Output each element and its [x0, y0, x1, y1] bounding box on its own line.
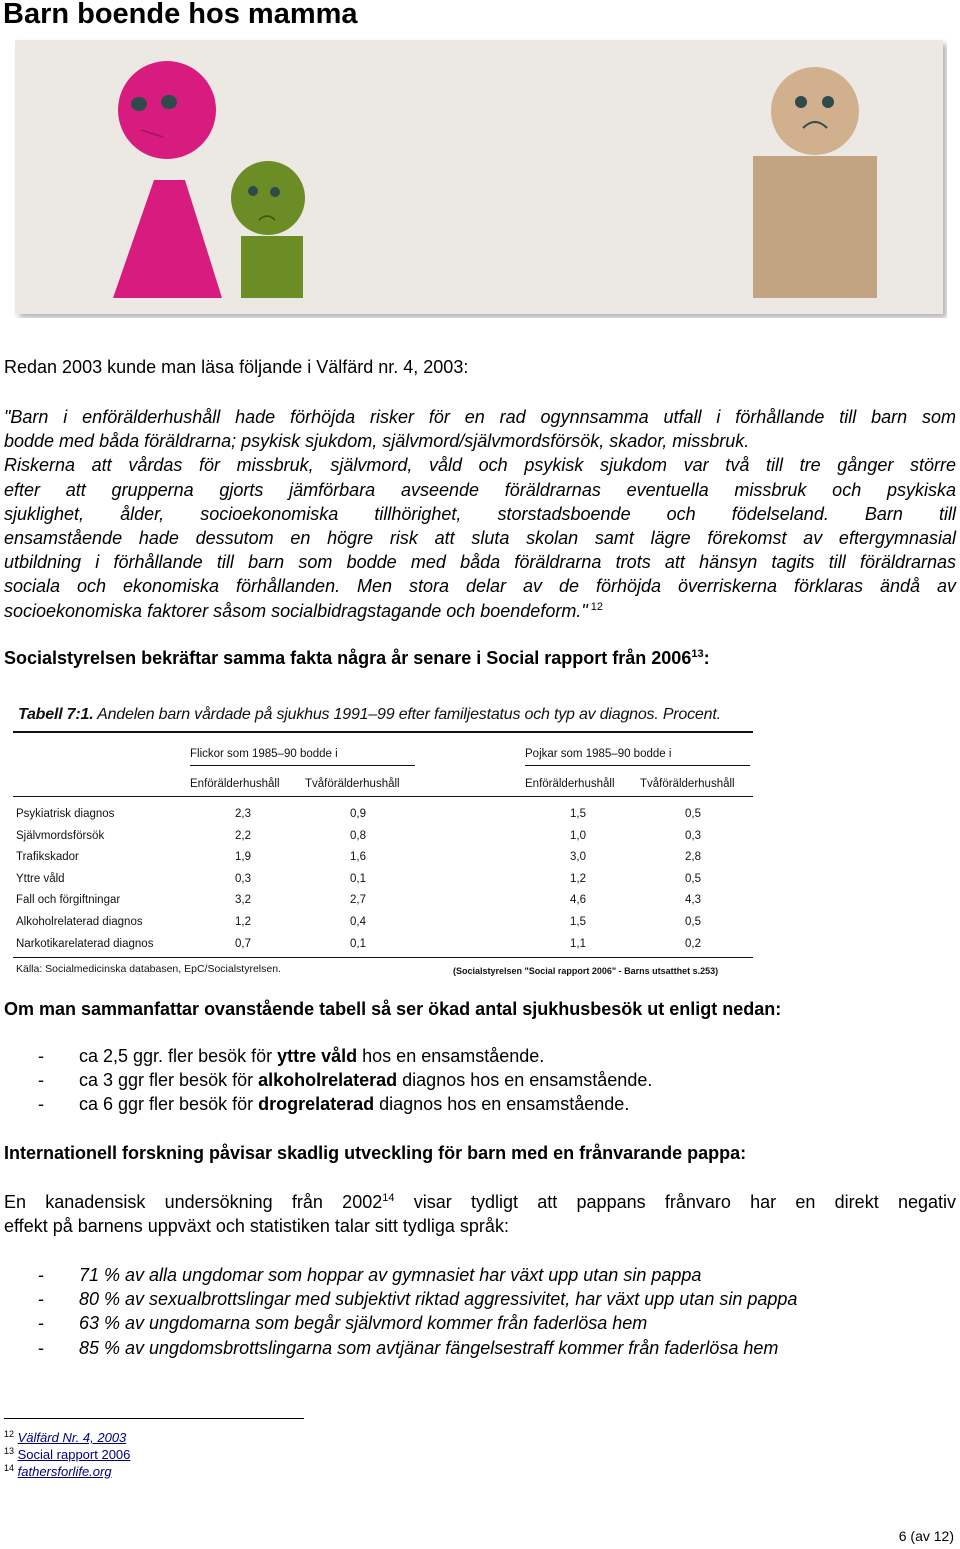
list-text: 85 % av ungdomsbrottslingarna som avtjänar fängelsestraff kommer från faderlösa hem — [79, 1337, 779, 1358]
quote-line: sjuklighet, ålder, socioekonomiska tillhörighet, storstadsboende och födelseland. Barn till — [4, 503, 956, 524]
canada-line — [4, 1190, 956, 1214]
page-title: Barn boende hos mamma — [3, 0, 358, 30]
footnote-number: 14 — [4, 1463, 15, 1473]
table-source: Källa: Socialmedicinska databasen, EpC/Socialstyrelsen. — [16, 963, 281, 975]
list-dash: - — [38, 1094, 44, 1115]
quote-line: utbildning i förhållande till barn som bodde med båda föräldrarna trots att hänsyn tagits till föräldrarnas — [4, 552, 956, 573]
table-cell: 3,2 — [235, 894, 251, 907]
child-head — [231, 161, 305, 235]
quote-line: efter att grupperna gjorts jämförbara avseende föräldrarnas eventuella missbruk och psykiska — [4, 479, 956, 500]
child-eye-icon — [248, 186, 258, 196]
table-cell: 0,7 — [235, 937, 251, 950]
list-dash: - — [38, 1070, 44, 1091]
table-row-label: Psykiatrisk diagnos — [16, 808, 115, 820]
table-cell: 2,8 — [685, 851, 701, 864]
child-body — [241, 236, 303, 298]
table-cell: 0,2 — [685, 937, 701, 950]
table-cell: 0,1 — [350, 937, 366, 950]
father-eye-icon — [795, 96, 807, 108]
table-cell: 0,3 — [235, 872, 251, 885]
family-illustration — [13, 38, 947, 318]
table-title — [18, 706, 721, 724]
list-text: ca 3 ggr fler besök för — [79, 1070, 259, 1091]
footnote-separator — [4, 1418, 304, 1419]
table-cell: 1,2 — [235, 916, 251, 928]
list-text: hos en ensamstående. — [357, 1046, 545, 1066]
table-cell: 0,5 — [685, 808, 701, 820]
page-number: 6 (av 12) — [898, 1528, 954, 1544]
table-cell: 4,3 — [685, 894, 701, 907]
quote-line: Riskerna att vårdas för missbruk, självmord, våld och psykisk sjukdom var två till tre gånger större — [4, 455, 956, 476]
col-header-boys-two: Tvåförälderhushåll — [640, 778, 735, 790]
heading-colon: : — [703, 648, 710, 668]
table-row-label: Narkotikarelaterad diagnos — [16, 937, 154, 950]
table-cell: 0,3 — [685, 829, 701, 842]
table-row-label: Fall och förgiftningar — [16, 894, 121, 907]
table-cell: 0,1 — [350, 872, 366, 885]
list-dash: - — [38, 1265, 44, 1285]
list-emphasis: alkoholrelaterad — [258, 1070, 398, 1091]
table-cell: 1,5 — [570, 808, 586, 820]
mother-eye-icon — [131, 97, 147, 111]
footnote-ref[interactable]: 13 — [691, 648, 704, 660]
table-cell: 0,8 — [350, 829, 366, 842]
list-text: ca 6 ggr fler besök för — [79, 1094, 259, 1115]
list-dash: - — [38, 1289, 44, 1310]
social-rapport-heading — [4, 646, 956, 670]
list-dash: - — [38, 1046, 44, 1066]
table-top-rule — [13, 731, 753, 733]
footnote-ref[interactable]: 14 — [382, 1192, 395, 1204]
heading-text: Socialstyrelsen bekräftar samma fakta några år senare i Social rapport från 2006 — [4, 648, 692, 668]
table-title-text: Andelen barn vårdade på sjukhus 1991–99 efter familjestatus och typ av diagnos. Procent. — [93, 706, 721, 723]
quote-line: ensamstående hade dessutom en högre risk att sluta skolan samt lägre förekomst av eftergymnasial — [4, 528, 956, 549]
quote-line: "Barn i enförälderhushåll hade förhöjda risker för en rad ogynnsamma utfall i förhållande till barn som — [4, 407, 956, 427]
table-cell: 1,1 — [570, 937, 586, 950]
table-cell: 0,5 — [685, 872, 701, 885]
table-cell: 2,3 — [235, 808, 251, 820]
list-dash: - — [38, 1313, 44, 1334]
list-text: 80 % av sexualbrottslingar med subjektivt riktad aggressivitet, har växt upp utan sin pappa — [79, 1289, 798, 1310]
table-cell: 0,9 — [350, 808, 366, 820]
group-boys-header: Pojkar som 1985–90 bodde i — [525, 748, 672, 760]
list-text: ca 2,5 ggr. fler besök för — [79, 1046, 278, 1066]
intro-paragraph: Redan 2003 kunde man läsa följande i Välfärd nr. 4, 2003: — [4, 357, 469, 377]
table-cell: 4,6 — [570, 894, 586, 907]
footnote-link[interactable]: Välfärd Nr. 4, 2003 — [17, 1430, 127, 1445]
list-emphasis: drogrelaterad — [258, 1094, 375, 1115]
hospital-table — [13, 700, 758, 982]
footnote-link[interactable]: fathersforlife.org — [17, 1464, 112, 1479]
list-text: diagnos hos en ensamstående. — [397, 1070, 653, 1091]
table-cell: 1,5 — [570, 916, 586, 928]
header-rule — [13, 796, 753, 797]
summary-heading: Om man sammanfattar ovanstående tabell så ser ökad antal sjukhusbesök ut enligt nedan: — [4, 999, 782, 1019]
quote-line: sociala och ekonomiska förhållanden. Men stora delar av de förhöjda överriskerna förklaras ändå av — [4, 576, 956, 597]
quote-line: socioekonomiska faktorer såsom socialbidragstagande och boendeform." — [4, 600, 588, 621]
table-cell: 1,9 — [235, 851, 251, 864]
list-dash: - — [38, 1337, 44, 1358]
quote-line: bodde med båda föräldrarna; psykisk sjukdom, självmord/självmordsförsök, skador, missbruk. — [4, 431, 750, 452]
col-header-girls-two: Tvåförälderhushåll — [305, 778, 400, 790]
list-text: 63 % av ungdomarna som begår självmord kommer från faderlösa hem — [79, 1313, 648, 1334]
table-row-label: Självmordsförsök — [16, 829, 105, 842]
col-header-girls-single: Enförälderhushåll — [190, 778, 280, 790]
group-girls-header: Flickor som 1985–90 bodde i — [190, 748, 338, 760]
table-cell: 0,5 — [685, 916, 701, 928]
footnote — [4, 1430, 126, 1446]
table-cell: 0,4 — [350, 916, 366, 928]
table-cell: 1,2 — [570, 872, 586, 885]
canada-paragraph — [4, 1190, 956, 1238]
table-cell: 2,7 — [350, 894, 366, 907]
table-row-label: Alkoholrelaterad diagnos — [16, 916, 143, 928]
table-title-number: Tabell 7:1. — [18, 706, 94, 723]
father-head — [771, 67, 859, 155]
father-eye-icon — [822, 96, 834, 108]
footnote-number: 12 — [4, 1429, 15, 1439]
mother-head — [118, 61, 216, 159]
canada-text: visar tydligt att pappans frånvaro har en direkt negativ — [394, 1192, 956, 1212]
mother-eye-icon — [161, 95, 177, 109]
table-cell: 2,2 — [235, 829, 251, 842]
table-row-label: Yttre våld — [16, 872, 65, 885]
quote-paragraph — [4, 405, 956, 623]
boys-group-rule — [525, 765, 750, 766]
table-citation: (Socialstyrelsen "Social rapport 2006" - Barns utsatthet s.253) — [453, 966, 719, 976]
table-cell: 3,0 — [570, 851, 586, 864]
table-cell: 1,6 — [350, 851, 366, 864]
footnote-number: 13 — [4, 1446, 15, 1456]
footnote — [4, 1447, 130, 1463]
bottom-rule — [13, 957, 753, 958]
footnote-ref[interactable]: 12 — [590, 600, 604, 613]
canada-text: En kanadensisk undersökning från 2002 — [4, 1192, 383, 1212]
footnote-link[interactable]: Social rapport 2006 — [17, 1447, 131, 1462]
child-eye-icon — [270, 187, 280, 197]
footnote — [4, 1464, 112, 1480]
table-row-label: Trafikskador — [16, 851, 79, 864]
list-text: 71 % av alla ungdomar som hoppar av gymnasiet har växt upp utan sin pappa — [79, 1265, 702, 1285]
girls-group-rule — [190, 765, 415, 766]
list-text: diagnos hos en ensamstående. — [374, 1094, 630, 1115]
table-cell: 1,0 — [570, 829, 586, 842]
canada-line: effekt på barnens uppväxt och statistiken talar sitt tydliga språk: — [4, 1216, 509, 1237]
col-header-boys-single: Enförälderhushåll — [525, 778, 615, 790]
father-body — [753, 156, 877, 298]
international-heading: Internationell forskning påvisar skadlig utveckling för barn med en frånvarande pappa: — [4, 1143, 747, 1163]
list-emphasis: yttre våld — [277, 1046, 358, 1066]
